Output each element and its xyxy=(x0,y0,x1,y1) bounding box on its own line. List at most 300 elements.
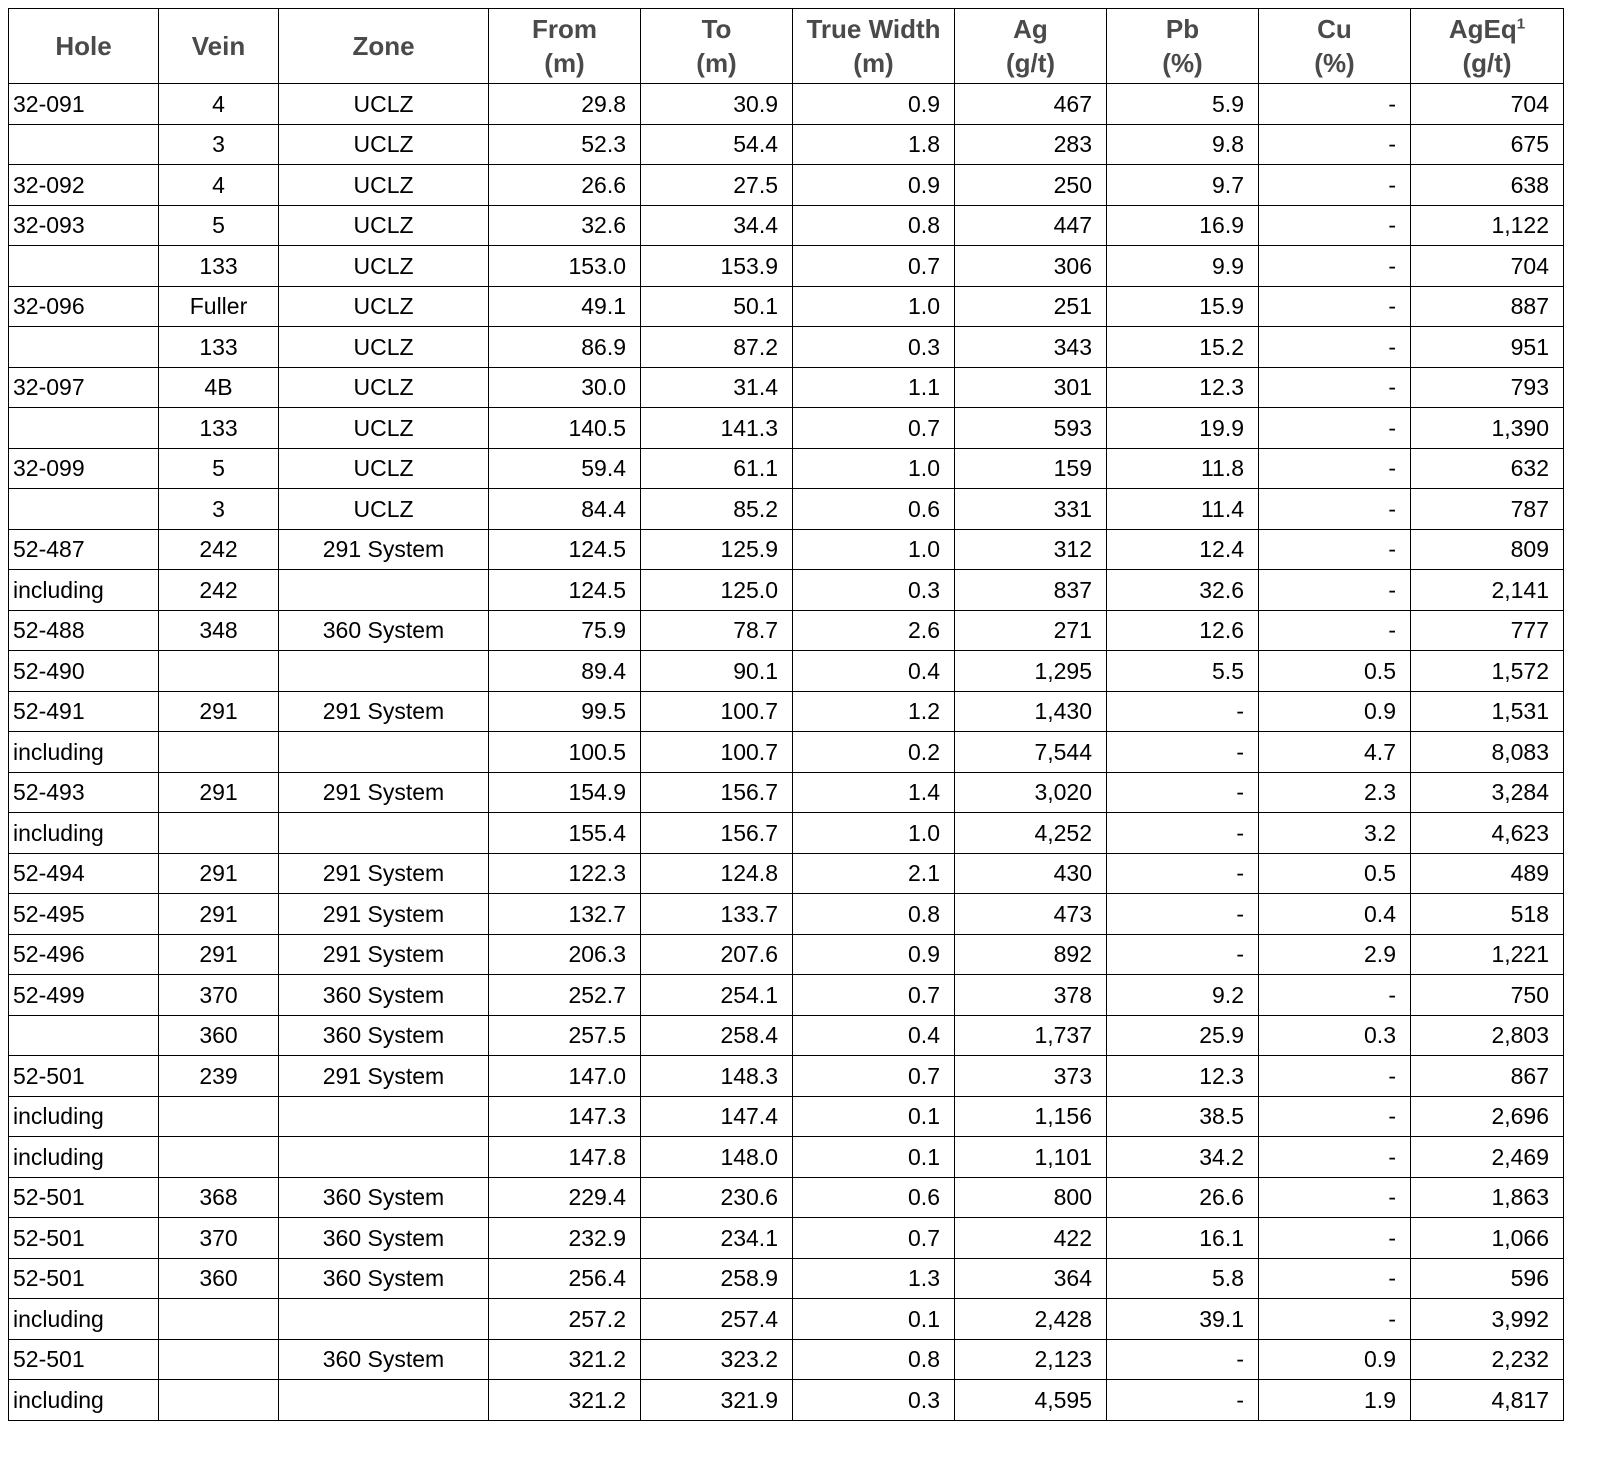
cell-true-width: 0.9 xyxy=(793,934,955,975)
cell-vein xyxy=(159,1137,279,1178)
cell-ageq: 1,122 xyxy=(1411,205,1564,246)
cell-pb: 11.8 xyxy=(1107,448,1259,489)
cell-vein: 5 xyxy=(159,205,279,246)
cell-pb: 5.8 xyxy=(1107,1258,1259,1299)
cell-ag: 422 xyxy=(955,1218,1107,1259)
table-row xyxy=(9,246,1564,287)
table-row xyxy=(9,853,1564,894)
cell-ag: 430 xyxy=(955,853,1107,894)
cell-pb: 15.9 xyxy=(1107,286,1259,327)
cell-pb: - xyxy=(1107,894,1259,935)
cell-true-width: 0.4 xyxy=(793,1015,955,1056)
cell-ag: 373 xyxy=(955,1056,1107,1097)
cell-hole: 52-491 xyxy=(9,691,159,732)
cell-ageq: 704 xyxy=(1411,84,1564,125)
cell-ag: 7,544 xyxy=(955,732,1107,773)
cell-ag: 892 xyxy=(955,934,1107,975)
cell-cu: 0.4 xyxy=(1259,894,1411,935)
cell-ag: 1,295 xyxy=(955,651,1107,692)
cell-pb: 16.9 xyxy=(1107,205,1259,246)
cell-hole: 52-490 xyxy=(9,651,159,692)
table-row xyxy=(9,1137,1564,1178)
cell-ag: 800 xyxy=(955,1177,1107,1218)
cell-ageq: 2,141 xyxy=(1411,570,1564,611)
cell-to: 156.7 xyxy=(641,813,793,854)
cell-vein: 370 xyxy=(159,1218,279,1259)
cell-true-width: 0.8 xyxy=(793,205,955,246)
cell-hole: 32-093 xyxy=(9,205,159,246)
cell-from: 75.9 xyxy=(489,610,641,651)
table-row xyxy=(9,732,1564,773)
cell-true-width: 0.4 xyxy=(793,651,955,692)
cell-vein: 4 xyxy=(159,165,279,206)
cell-ag: 343 xyxy=(955,327,1107,368)
cell-ageq: 809 xyxy=(1411,529,1564,570)
cell-from: 321.2 xyxy=(489,1380,641,1421)
cell-to: 258.4 xyxy=(641,1015,793,1056)
cell-cu: - xyxy=(1259,975,1411,1016)
cell-from: 257.5 xyxy=(489,1015,641,1056)
cell-from: 257.2 xyxy=(489,1299,641,1340)
cell-from: 256.4 xyxy=(489,1258,641,1299)
cell-to: 257.4 xyxy=(641,1299,793,1340)
cell-hole: 52-501 xyxy=(9,1339,159,1380)
cell-ageq: 4,623 xyxy=(1411,813,1564,854)
cell-cu: 1.9 xyxy=(1259,1380,1411,1421)
cell-from: 124.5 xyxy=(489,570,641,611)
table-row xyxy=(9,1339,1564,1380)
cell-zone: 291 System xyxy=(279,529,489,570)
cell-to: 148.0 xyxy=(641,1137,793,1178)
cell-from: 154.9 xyxy=(489,772,641,813)
cell-vein xyxy=(159,1299,279,1340)
cell-pb: - xyxy=(1107,813,1259,854)
cell-ag: 364 xyxy=(955,1258,1107,1299)
cell-to: 50.1 xyxy=(641,286,793,327)
cell-zone: UCLZ xyxy=(279,367,489,408)
cell-vein: 239 xyxy=(159,1056,279,1097)
cell-ag: 283 xyxy=(955,124,1107,165)
cell-ag: 837 xyxy=(955,570,1107,611)
cell-hole: including xyxy=(9,813,159,854)
cell-ageq: 4,817 xyxy=(1411,1380,1564,1421)
header-ag: Ag (g/t) xyxy=(955,9,1107,84)
cell-ag: 251 xyxy=(955,286,1107,327)
cell-ag: 1,430 xyxy=(955,691,1107,732)
cell-to: 323.2 xyxy=(641,1339,793,1380)
cell-cu: - xyxy=(1259,1299,1411,1340)
cell-hole: 32-099 xyxy=(9,448,159,489)
cell-from: 140.5 xyxy=(489,408,641,449)
cell-true-width: 0.7 xyxy=(793,246,955,287)
cell-pb: 9.2 xyxy=(1107,975,1259,1016)
cell-pb: 39.1 xyxy=(1107,1299,1259,1340)
cell-from: 29.8 xyxy=(489,84,641,125)
cell-hole: 32-092 xyxy=(9,165,159,206)
cell-hole: including xyxy=(9,1299,159,1340)
cell-true-width: 1.8 xyxy=(793,124,955,165)
cell-true-width: 0.1 xyxy=(793,1096,955,1137)
cell-ag: 312 xyxy=(955,529,1107,570)
cell-vein xyxy=(159,813,279,854)
cell-zone: UCLZ xyxy=(279,246,489,287)
cell-to: 90.1 xyxy=(641,651,793,692)
cell-ag: 447 xyxy=(955,205,1107,246)
cell-pb: 32.6 xyxy=(1107,570,1259,611)
cell-hole: including xyxy=(9,570,159,611)
cell-ag: 301 xyxy=(955,367,1107,408)
cell-hole xyxy=(9,1015,159,1056)
cell-to: 254.1 xyxy=(641,975,793,1016)
cell-pb: 12.3 xyxy=(1107,1056,1259,1097)
cell-zone: 360 System xyxy=(279,610,489,651)
cell-ageq: 632 xyxy=(1411,448,1564,489)
cell-to: 153.9 xyxy=(641,246,793,287)
cell-vein: 291 xyxy=(159,894,279,935)
cell-cu: 2.9 xyxy=(1259,934,1411,975)
cell-zone: 291 System xyxy=(279,934,489,975)
cell-ag: 1,101 xyxy=(955,1137,1107,1178)
cell-zone: UCLZ xyxy=(279,124,489,165)
drill-results-table-container xyxy=(8,8,1564,1421)
cell-pb: - xyxy=(1107,1339,1259,1380)
cell-vein: 3 xyxy=(159,124,279,165)
cell-hole: 52-501 xyxy=(9,1177,159,1218)
cell-vein: 291 xyxy=(159,934,279,975)
cell-pb: 9.8 xyxy=(1107,124,1259,165)
cell-ageq: 1,390 xyxy=(1411,408,1564,449)
cell-zone xyxy=(279,732,489,773)
cell-to: 234.1 xyxy=(641,1218,793,1259)
cell-cu: - xyxy=(1259,367,1411,408)
cell-ageq: 1,221 xyxy=(1411,934,1564,975)
cell-ag: 4,595 xyxy=(955,1380,1107,1421)
cell-cu: 0.9 xyxy=(1259,1339,1411,1380)
cell-from: 99.5 xyxy=(489,691,641,732)
cell-cu: - xyxy=(1259,124,1411,165)
cell-ageq: 1,531 xyxy=(1411,691,1564,732)
cell-zone xyxy=(279,1137,489,1178)
cell-cu: - xyxy=(1259,408,1411,449)
cell-hole: including xyxy=(9,732,159,773)
cell-zone: 291 System xyxy=(279,691,489,732)
table-row xyxy=(9,894,1564,935)
cell-true-width: 1.0 xyxy=(793,448,955,489)
header-to: To (m) xyxy=(641,9,793,84)
table-row xyxy=(9,651,1564,692)
table-row xyxy=(9,84,1564,125)
cell-from: 100.5 xyxy=(489,732,641,773)
table-row xyxy=(9,1218,1564,1259)
table-row xyxy=(9,205,1564,246)
footnote-marker: 1 xyxy=(1516,15,1526,33)
cell-ageq: 793 xyxy=(1411,367,1564,408)
cell-true-width: 0.9 xyxy=(793,84,955,125)
cell-zone xyxy=(279,1096,489,1137)
cell-ageq: 596 xyxy=(1411,1258,1564,1299)
cell-hole: 32-096 xyxy=(9,286,159,327)
cell-ag: 250 xyxy=(955,165,1107,206)
cell-cu: - xyxy=(1259,1096,1411,1137)
cell-hole: 52-494 xyxy=(9,853,159,894)
cell-vein: 348 xyxy=(159,610,279,651)
table-row xyxy=(9,367,1564,408)
cell-zone xyxy=(279,1380,489,1421)
table-body xyxy=(9,84,1564,1421)
cell-hole: 52-501 xyxy=(9,1258,159,1299)
cell-cu: - xyxy=(1259,286,1411,327)
cell-cu: - xyxy=(1259,1258,1411,1299)
cell-cu: - xyxy=(1259,610,1411,651)
cell-vein: 133 xyxy=(159,327,279,368)
header-pb: Pb (%) xyxy=(1107,9,1259,84)
cell-to: 321.9 xyxy=(641,1380,793,1421)
cell-cu: - xyxy=(1259,1218,1411,1259)
cell-from: 147.8 xyxy=(489,1137,641,1178)
cell-true-width: 0.2 xyxy=(793,732,955,773)
table-row xyxy=(9,610,1564,651)
table-row xyxy=(9,1096,1564,1137)
cell-cu: - xyxy=(1259,205,1411,246)
cell-to: 27.5 xyxy=(641,165,793,206)
cell-vein: 133 xyxy=(159,246,279,287)
cell-ageq: 675 xyxy=(1411,124,1564,165)
cell-to: 125.0 xyxy=(641,570,793,611)
cell-ageq: 489 xyxy=(1411,853,1564,894)
cell-vein xyxy=(159,1096,279,1137)
cell-true-width: 1.4 xyxy=(793,772,955,813)
cell-to: 141.3 xyxy=(641,408,793,449)
cell-from: 122.3 xyxy=(489,853,641,894)
cell-to: 258.9 xyxy=(641,1258,793,1299)
table-row xyxy=(9,813,1564,854)
cell-zone: 360 System xyxy=(279,1177,489,1218)
cell-ageq: 777 xyxy=(1411,610,1564,651)
cell-ageq: 1,863 xyxy=(1411,1177,1564,1218)
cell-true-width: 0.7 xyxy=(793,975,955,1016)
cell-pb: - xyxy=(1107,772,1259,813)
cell-ageq: 2,469 xyxy=(1411,1137,1564,1178)
cell-hole: including xyxy=(9,1380,159,1421)
cell-from: 155.4 xyxy=(489,813,641,854)
cell-pb: - xyxy=(1107,1380,1259,1421)
cell-zone: 291 System xyxy=(279,853,489,894)
cell-ageq: 518 xyxy=(1411,894,1564,935)
cell-hole: 32-091 xyxy=(9,84,159,125)
table-row xyxy=(9,1380,1564,1421)
cell-ag: 2,428 xyxy=(955,1299,1107,1340)
cell-to: 230.6 xyxy=(641,1177,793,1218)
cell-ageq: 8,083 xyxy=(1411,732,1564,773)
cell-vein: 3 xyxy=(159,489,279,530)
table-row xyxy=(9,934,1564,975)
cell-true-width: 0.7 xyxy=(793,1218,955,1259)
cell-to: 125.9 xyxy=(641,529,793,570)
cell-to: 87.2 xyxy=(641,327,793,368)
cell-true-width: 0.1 xyxy=(793,1137,955,1178)
header-from: From (m) xyxy=(489,9,641,84)
cell-true-width: 1.1 xyxy=(793,367,955,408)
cell-true-width: 0.8 xyxy=(793,1339,955,1380)
cell-vein: 242 xyxy=(159,570,279,611)
cell-zone: UCLZ xyxy=(279,489,489,530)
cell-true-width: 0.1 xyxy=(793,1299,955,1340)
header-zone: Zone xyxy=(279,9,489,84)
cell-hole: including xyxy=(9,1137,159,1178)
cell-from: 147.3 xyxy=(489,1096,641,1137)
cell-vein: 291 xyxy=(159,772,279,813)
cell-zone: 360 System xyxy=(279,1218,489,1259)
cell-vein xyxy=(159,651,279,692)
cell-vein: 291 xyxy=(159,691,279,732)
cell-ageq: 2,803 xyxy=(1411,1015,1564,1056)
cell-to: 148.3 xyxy=(641,1056,793,1097)
cell-true-width: 0.6 xyxy=(793,1177,955,1218)
cell-ag: 3,020 xyxy=(955,772,1107,813)
table-row xyxy=(9,1177,1564,1218)
cell-hole: 52-487 xyxy=(9,529,159,570)
cell-ag: 467 xyxy=(955,84,1107,125)
cell-cu: - xyxy=(1259,1177,1411,1218)
table-row xyxy=(9,124,1564,165)
cell-pb: - xyxy=(1107,691,1259,732)
cell-from: 86.9 xyxy=(489,327,641,368)
table-row xyxy=(9,1056,1564,1097)
header-vein: Vein xyxy=(159,9,279,84)
header-ageq: AgEq$^1$ (g/t) xyxy=(1411,9,1564,84)
cell-zone: 360 System xyxy=(279,975,489,1016)
cell-true-width: 0.3 xyxy=(793,1380,955,1421)
cell-pb: - xyxy=(1107,732,1259,773)
cell-pb: 5.5 xyxy=(1107,651,1259,692)
table-row xyxy=(9,691,1564,732)
cell-zone xyxy=(279,570,489,611)
cell-true-width: 1.0 xyxy=(793,529,955,570)
cell-cu: - xyxy=(1259,489,1411,530)
cell-pb: 34.2 xyxy=(1107,1137,1259,1178)
cell-cu: - xyxy=(1259,570,1411,611)
cell-zone: UCLZ xyxy=(279,205,489,246)
table-row xyxy=(9,489,1564,530)
table-row xyxy=(9,286,1564,327)
cell-to: 78.7 xyxy=(641,610,793,651)
cell-from: 32.6 xyxy=(489,205,641,246)
cell-hole: 52-496 xyxy=(9,934,159,975)
cell-ageq: 3,992 xyxy=(1411,1299,1564,1340)
cell-hole: 52-495 xyxy=(9,894,159,935)
cell-ag: 593 xyxy=(955,408,1107,449)
cell-ag: 271 xyxy=(955,610,1107,651)
cell-hole: 52-493 xyxy=(9,772,159,813)
cell-ag: 473 xyxy=(955,894,1107,935)
table-row xyxy=(9,165,1564,206)
cell-from: 124.5 xyxy=(489,529,641,570)
cell-from: 52.3 xyxy=(489,124,641,165)
cell-hole xyxy=(9,246,159,287)
cell-zone: 360 System xyxy=(279,1015,489,1056)
cell-true-width: 0.7 xyxy=(793,408,955,449)
cell-ageq: 1,572 xyxy=(1411,651,1564,692)
cell-from: 30.0 xyxy=(489,367,641,408)
cell-zone: UCLZ xyxy=(279,286,489,327)
cell-ag: 1,156 xyxy=(955,1096,1107,1137)
cell-cu: - xyxy=(1259,1137,1411,1178)
cell-from: 321.2 xyxy=(489,1339,641,1380)
cell-ag: 159 xyxy=(955,448,1107,489)
cell-cu: - xyxy=(1259,327,1411,368)
cell-pb: 5.9 xyxy=(1107,84,1259,125)
cell-ag: 378 xyxy=(955,975,1107,1016)
cell-true-width: 0.3 xyxy=(793,327,955,368)
cell-cu: - xyxy=(1259,246,1411,287)
cell-hole xyxy=(9,408,159,449)
cell-zone: UCLZ xyxy=(279,327,489,368)
cell-zone: UCLZ xyxy=(279,165,489,206)
cell-pb: 15.2 xyxy=(1107,327,1259,368)
cell-pb: 9.9 xyxy=(1107,246,1259,287)
cell-zone: 360 System xyxy=(279,1339,489,1380)
cell-vein: 368 xyxy=(159,1177,279,1218)
cell-cu: - xyxy=(1259,448,1411,489)
cell-from: 89.4 xyxy=(489,651,641,692)
cell-from: 147.0 xyxy=(489,1056,641,1097)
drill-results-table xyxy=(8,8,1564,1421)
cell-cu: 0.9 xyxy=(1259,691,1411,732)
cell-cu: - xyxy=(1259,1056,1411,1097)
cell-true-width: 0.6 xyxy=(793,489,955,530)
cell-to: 100.7 xyxy=(641,732,793,773)
cell-ageq: 887 xyxy=(1411,286,1564,327)
cell-pb: 16.1 xyxy=(1107,1218,1259,1259)
cell-from: 132.7 xyxy=(489,894,641,935)
table-row xyxy=(9,772,1564,813)
cell-true-width: 1.0 xyxy=(793,813,955,854)
cell-hole: 52-501 xyxy=(9,1218,159,1259)
cell-to: 85.2 xyxy=(641,489,793,530)
cell-true-width: 0.9 xyxy=(793,165,955,206)
table-row xyxy=(9,529,1564,570)
cell-from: 232.9 xyxy=(489,1218,641,1259)
header-row xyxy=(9,9,1564,84)
cell-hole xyxy=(9,124,159,165)
cell-from: 206.3 xyxy=(489,934,641,975)
cell-vein: 370 xyxy=(159,975,279,1016)
cell-cu: 4.7 xyxy=(1259,732,1411,773)
header-cu: Cu (%) xyxy=(1259,9,1411,84)
header-hole: Hole xyxy=(9,9,159,84)
cell-ageq: 1,066 xyxy=(1411,1218,1564,1259)
cell-ageq: 2,232 xyxy=(1411,1339,1564,1380)
cell-vein: 242 xyxy=(159,529,279,570)
table-row xyxy=(9,327,1564,368)
cell-cu: 0.3 xyxy=(1259,1015,1411,1056)
cell-pb: - xyxy=(1107,853,1259,894)
table-row xyxy=(9,570,1564,611)
cell-zone: 360 System xyxy=(279,1258,489,1299)
cell-true-width: 1.3 xyxy=(793,1258,955,1299)
cell-vein: 4B xyxy=(159,367,279,408)
cell-ag: 2,123 xyxy=(955,1339,1107,1380)
table-row xyxy=(9,975,1564,1016)
cell-ageq: 3,284 xyxy=(1411,772,1564,813)
cell-zone xyxy=(279,813,489,854)
cell-to: 34.4 xyxy=(641,205,793,246)
cell-hole: 52-499 xyxy=(9,975,159,1016)
table-row xyxy=(9,408,1564,449)
cell-cu: 0.5 xyxy=(1259,651,1411,692)
cell-vein: 4 xyxy=(159,84,279,125)
cell-ageq: 787 xyxy=(1411,489,1564,530)
